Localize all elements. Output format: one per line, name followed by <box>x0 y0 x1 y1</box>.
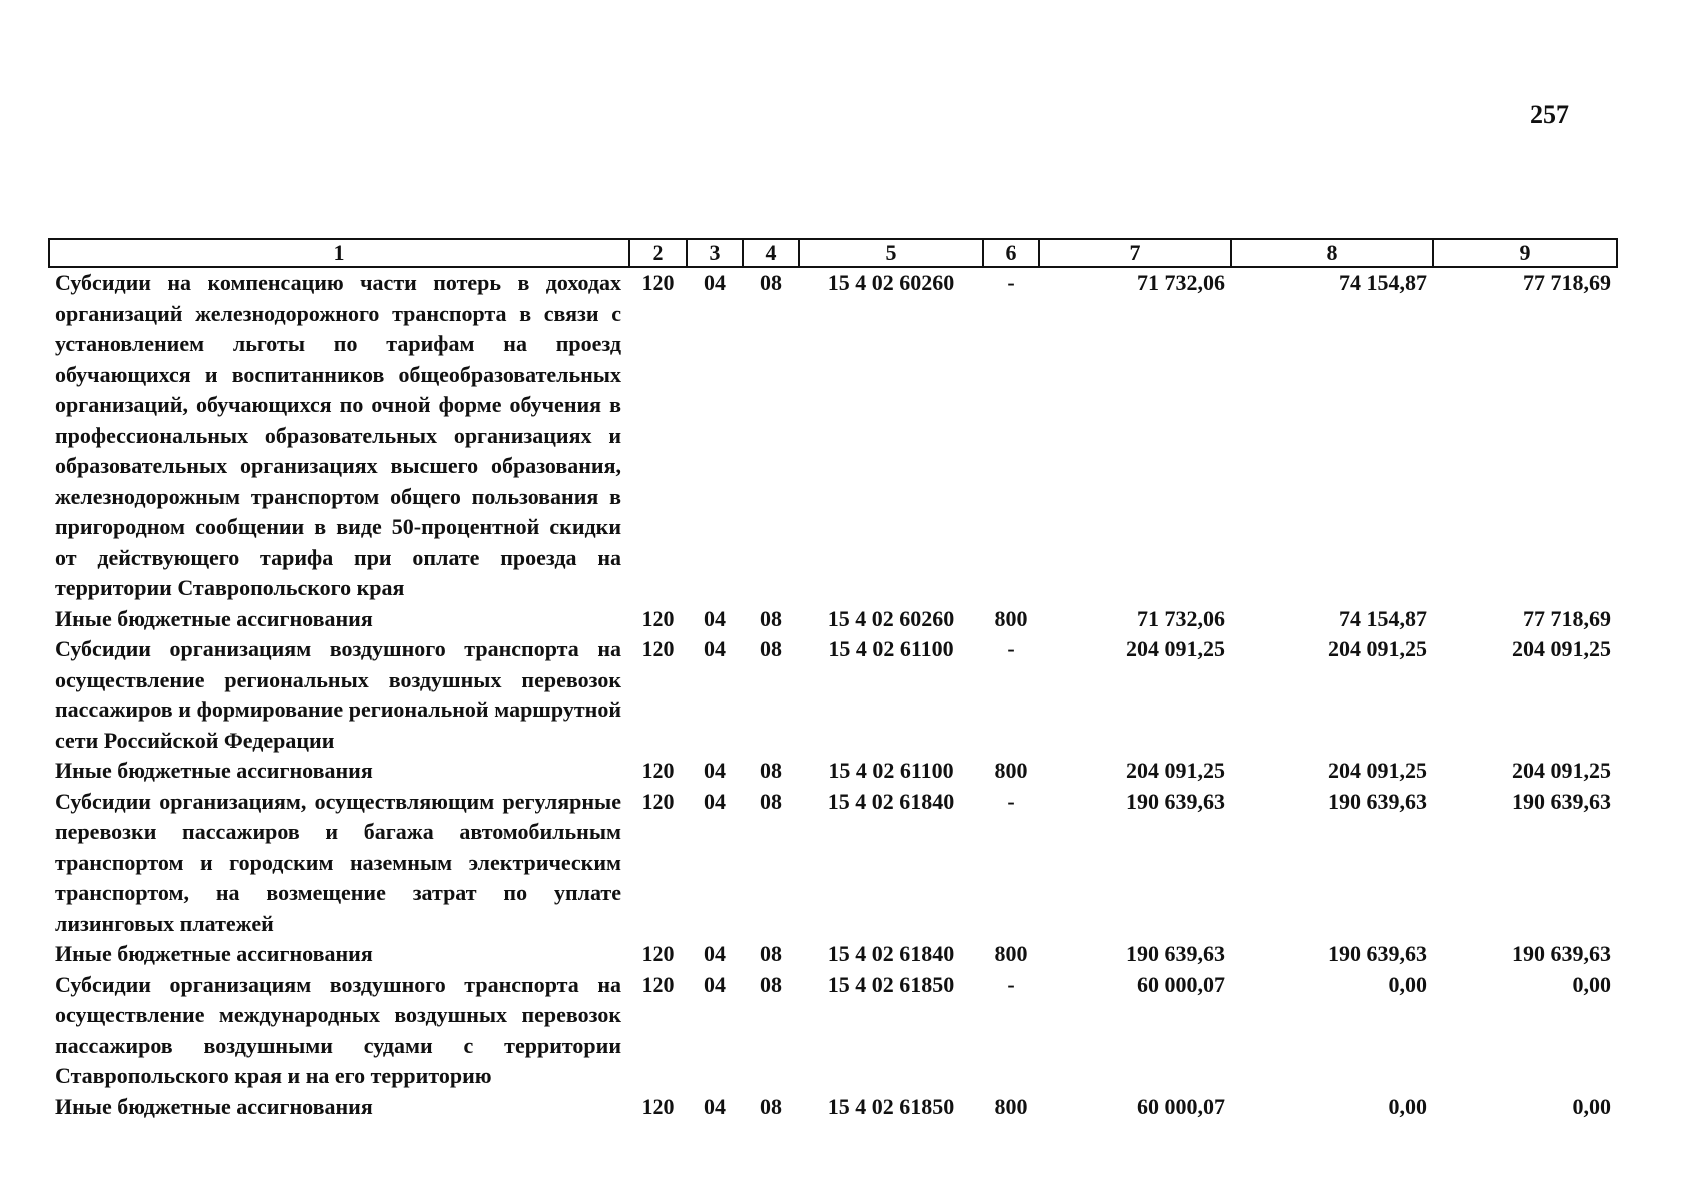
cell-col5: 15 4 02 61100 <box>828 758 954 783</box>
cell-col6: 800 <box>994 605 1028 631</box>
cell-col5: 15 4 02 61100 <box>828 636 954 661</box>
table-row <box>49 267 1617 604</box>
column-header: 3 <box>687 239 743 267</box>
cell-col5: 15 4 02 61840 <box>827 788 955 814</box>
cell-col3: 04 <box>704 941 726 966</box>
cell-col6: 800 <box>994 758 1028 783</box>
cell-col3: 04 <box>704 605 726 631</box>
column-header: 7 <box>1039 239 1231 267</box>
cell-col5: 15 4 02 61850 <box>827 971 955 997</box>
cell-col2: 120 <box>641 270 675 295</box>
table-row <box>49 634 1617 756</box>
cell-col8: 74 154,87 <box>1339 605 1427 631</box>
cell-col3: 04 <box>704 788 726 814</box>
row-description: Иные бюджетные ассигнования <box>55 605 373 631</box>
cell-col9: 204 091,25 <box>1512 636 1611 661</box>
cell-col7: 60 000,07 <box>1137 971 1225 997</box>
cell-col3: 04 <box>704 270 726 295</box>
cell-col2: 120 <box>641 758 675 783</box>
row-description: Субсидии организациям, осуществляющим регулярные перевозки пассажиров и багажа автомобильным транспортом и городским наземным электрическим транспортом, на возмещение затрат по уплате лизинговых платежей <box>55 788 621 936</box>
cell-col2: 120 <box>641 636 675 661</box>
cell-col6: - <box>1007 788 1015 814</box>
cell-col4: 08 <box>760 1093 782 1119</box>
cell-col9: 204 091,25 <box>1512 758 1611 783</box>
cell-col9: 0,00 <box>1572 971 1611 997</box>
cell-col4: 08 <box>760 605 782 631</box>
cell-col8: 74 154,87 <box>1339 270 1427 295</box>
cell-col2: 120 <box>641 971 675 997</box>
table-row <box>49 1092 1617 1123</box>
table-header-row <box>49 239 1617 267</box>
cell-col6: 800 <box>994 1093 1028 1119</box>
cell-col7: 204 091,25 <box>1126 636 1225 661</box>
cell-col6: - <box>1007 971 1015 997</box>
cell-col3: 04 <box>704 1093 726 1119</box>
cell-col8: 0,00 <box>1388 971 1427 997</box>
cell-col9: 77 718,69 <box>1523 270 1611 295</box>
cell-col3: 04 <box>704 971 726 997</box>
table-row <box>49 604 1617 635</box>
column-header: 9 <box>1433 239 1617 267</box>
cell-col4: 08 <box>760 270 782 295</box>
cell-col8: 204 091,25 <box>1328 636 1427 661</box>
cell-col8: 190 639,63 <box>1328 788 1427 814</box>
row-description: Иные бюджетные ассигнования <box>55 941 373 966</box>
cell-col2: 120 <box>641 1093 675 1119</box>
column-header: 6 <box>983 239 1039 267</box>
page-number: 257 <box>1530 100 1569 129</box>
cell-col7: 204 091,25 <box>1126 758 1225 783</box>
cell-col2: 120 <box>641 605 675 631</box>
cell-col3: 04 <box>704 636 726 661</box>
column-header: 4 <box>743 239 799 267</box>
cell-col6: 800 <box>994 941 1028 966</box>
cell-col5: 15 4 02 61850 <box>827 1093 955 1119</box>
cell-col2: 120 <box>641 941 675 966</box>
row-description: Субсидии организациям воздушного транспорта на осуществление международных воздушных перевозок пассажиров воздушными судами с территории Ставропольского края и на его территорию <box>55 971 621 1088</box>
cell-col4: 08 <box>760 758 782 783</box>
row-description: Субсидии на компенсацию части потерь в доходах организаций железнодорожного транспорта в связи с установлением льготы по тарифам на проезд обучающихся и воспитанников общеобразовательных организаций, обучающихся по очной форме обучения в профессиональных образовательных организациях и образовательных организациях высшего образования, железнодорожным транспортом общего пользования в пригородном сообщении в виде 50-процентной скидки от действующего тарифа при оплате проезда на территории Ставропольского края <box>55 270 621 600</box>
row-description: Иные бюджетные ассигнования <box>55 1093 373 1119</box>
cell-col9: 190 639,63 <box>1512 788 1611 814</box>
table-row <box>49 970 1617 1092</box>
cell-col7: 190 639,63 <box>1126 788 1225 814</box>
row-description: Иные бюджетные ассигнования <box>55 758 373 783</box>
cell-col9: 0,00 <box>1572 1093 1611 1119</box>
cell-col4: 08 <box>760 788 782 814</box>
cell-col4: 08 <box>760 941 782 966</box>
cell-col3: 04 <box>704 758 726 783</box>
cell-col8: 0,00 <box>1388 1093 1427 1119</box>
cell-col5: 15 4 02 60260 <box>827 605 955 631</box>
budget-table <box>48 238 1618 1122</box>
table-row <box>49 787 1617 940</box>
cell-col7: 190 639,63 <box>1126 941 1225 966</box>
cell-col9: 77 718,69 <box>1523 605 1611 631</box>
cell-col4: 08 <box>760 971 782 997</box>
cell-col8: 204 091,25 <box>1328 758 1427 783</box>
cell-col7: 71 732,06 <box>1137 270 1225 295</box>
column-header: 1 <box>49 239 629 267</box>
cell-col2: 120 <box>641 788 675 814</box>
cell-col7: 60 000,07 <box>1137 1093 1225 1119</box>
table-row <box>49 939 1617 970</box>
cell-col4: 08 <box>760 636 782 661</box>
cell-col6: - <box>1007 270 1015 295</box>
cell-col9: 190 639,63 <box>1512 941 1611 966</box>
cell-col5: 15 4 02 61840 <box>827 941 955 966</box>
column-header: 5 <box>799 239 983 267</box>
column-header: 8 <box>1231 239 1433 267</box>
cell-col5: 15 4 02 60260 <box>827 270 955 295</box>
row-description: Субсидии организациям воздушного транспорта на осуществление региональных воздушных перевозок пассажиров и формирование региональной маршрутной сети Российской Федерации <box>55 636 621 753</box>
cell-col6: - <box>1007 636 1015 661</box>
table-row <box>49 756 1617 787</box>
column-header: 2 <box>629 239 687 267</box>
cell-col8: 190 639,63 <box>1328 941 1427 966</box>
cell-col7: 71 732,06 <box>1137 605 1225 631</box>
